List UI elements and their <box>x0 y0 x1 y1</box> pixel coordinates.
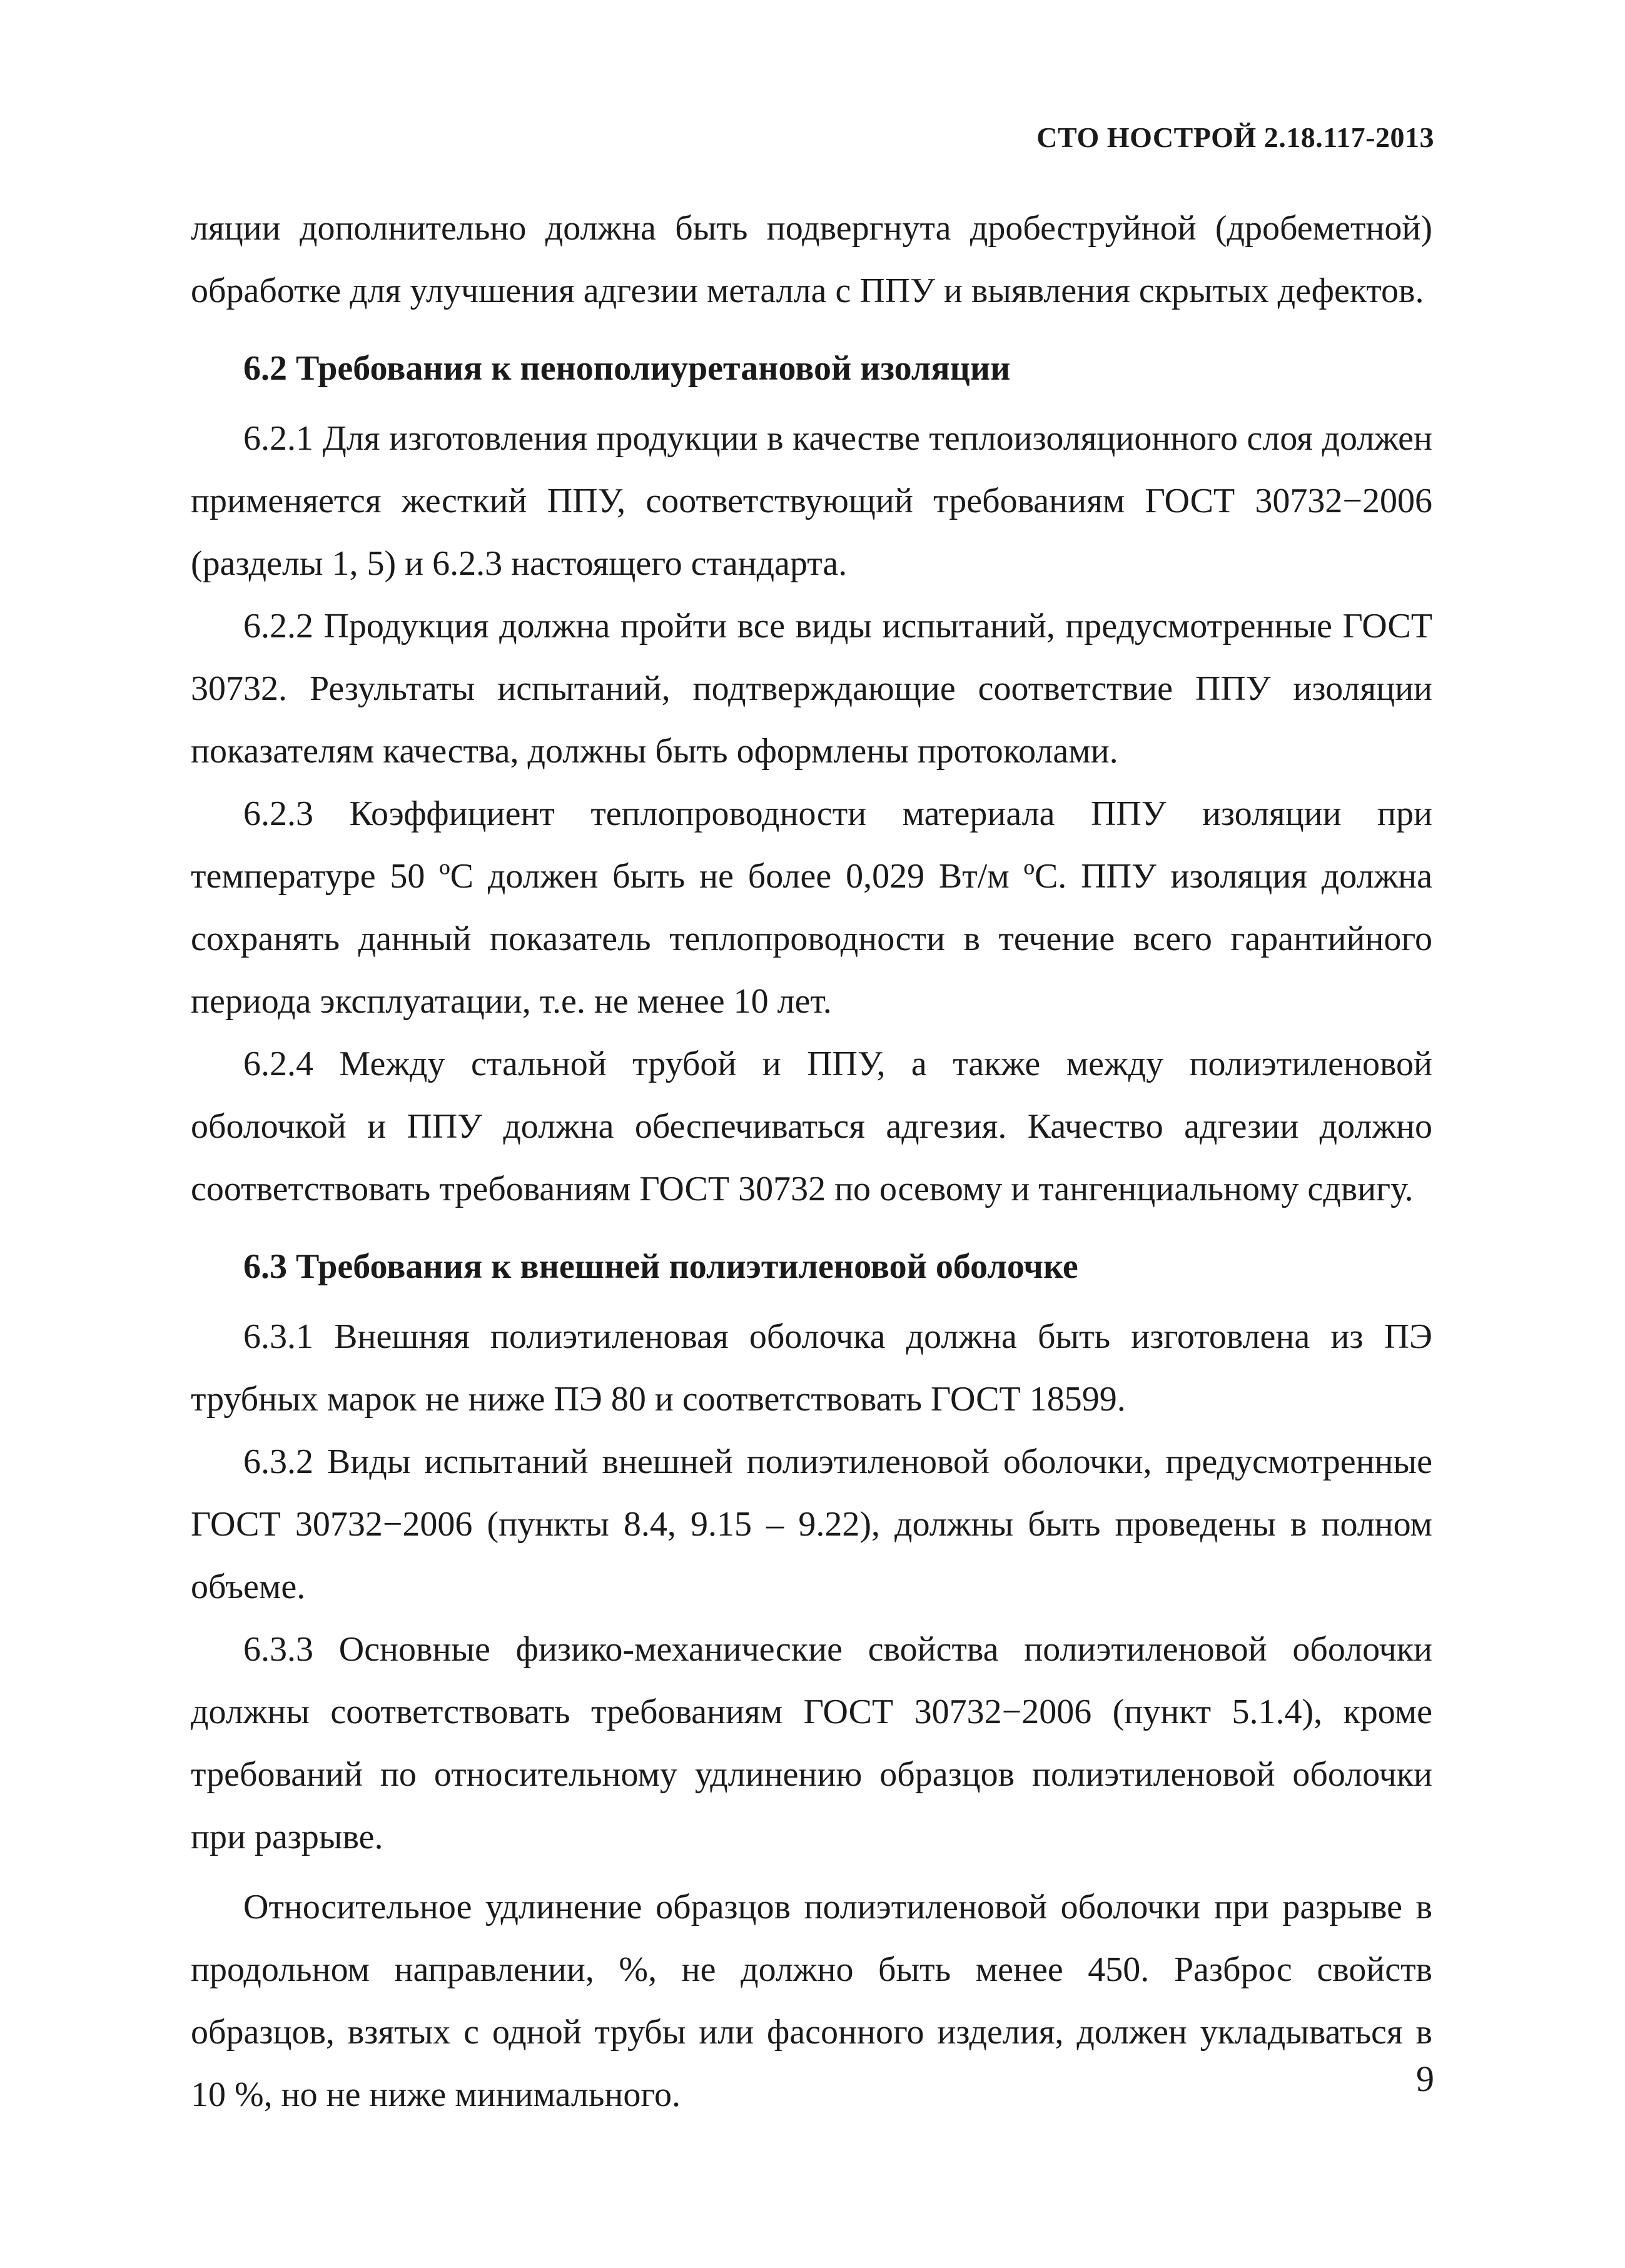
paragraph-6-2-1: 6.2.1 Для изготовления продукции в качестве теплоизоляционного слоя должен применяется жесткий ППУ, соответствующий требованиям ГОСТ 30732−2006 (разделы 1, 5) и 6.2.3 настоящего стандарта. <box>191 419 1432 583</box>
section-heading-6-3: 6.3 Требования к внешней полиэтиленовой оболочке <box>243 1247 1078 1286</box>
paragraph-6-2-2: 6.2.2 Продукция должна пройти все виды испытаний, предусмотренные ГОСТ 30732. Результаты испытаний, подтверждающие соответствие ППУ изоляции показателям качества, должны быть оформлены протоколами. <box>191 607 1432 771</box>
paragraph-6-3-1: 6.3.1 Внешняя полиэтиленовая оболочка должна быть изготовлена из ПЭ трубных марок не ниже ПЭ 80 и соответствовать ГОСТ 18599. <box>191 1317 1432 1419</box>
paragraph-6-3-2: 6.3.2 Виды испытаний внешней полиэтиленовой оболочки, предусмотренные ГОСТ 30732−2006 (пункты 8.4, 9.15 – 9.22), должны быть проведены в полном объеме. <box>191 1442 1432 1606</box>
document-body <box>191 197 1432 2126</box>
paragraph-elongation: Относительное удлинение образцов полиэтиленовой оболочки при разрыве в продольном направлении, %, не должно быть менее 450. Разброс свойств образцов, взятых с одной трубы или фасонного изделия, должен укладываться в 10 %, но не ниже минимального. <box>191 1888 1432 2114</box>
paragraph-continuation: ляции дополнительно должна быть подвергнута дробеструйной (дробеметной) обработке для улучшения адгезии металла с ППУ и выявления скрытых дефектов. <box>191 209 1432 310</box>
paragraph-6-3-3: 6.3.3 Основные физико-механические свойства полиэтиленовой оболочки должны соответствовать требованиям ГОСТ 30732−2006 (пункт 5.1.4), кроме требований по относительному удлинению образцов полиэтиленовой оболочки при разрыве. <box>191 1630 1432 1856</box>
document-id-header: СТО НОСТРОЙ 2.18.117-2013 <box>1036 121 1434 153</box>
section-heading-6-2: 6.2 Требования к пенополиуретановой изоляции <box>243 349 1011 388</box>
page-number: 9 <box>1416 2058 1434 2099</box>
paragraph-6-2-3: 6.2.3 Коэффициент теплопроводности материала ППУ изоляции при температуре 50 ºС должен быть не более 0,029 Вт/м ºС. ППУ изоляция должна сохранять данный показатель теплопроводности в течение всего гарантийного периода эксплуатации, т.е. не менее 10 лет. <box>191 794 1433 1021</box>
paragraph-6-2-4: 6.2.4 Между стальной трубой и ППУ, а также между полиэтиленовой оболочкой и ППУ должна обеспечиваться адгезия. Качество адгезии должно соответствовать требованиям ГОСТ 30732 по осевому и тангенциальному сдвигу. <box>191 1045 1432 1208</box>
